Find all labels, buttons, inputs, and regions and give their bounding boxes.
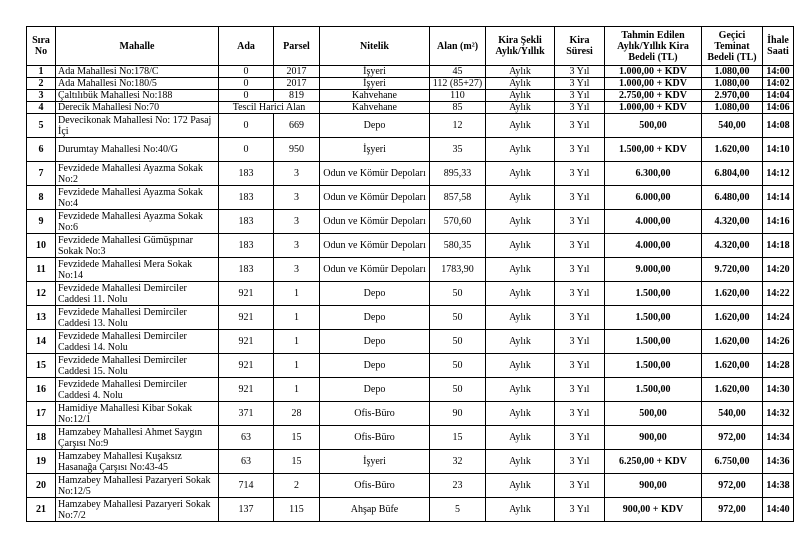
cell-parsel: 950	[274, 138, 320, 162]
cell-kira-suresi: 3 Yıl	[555, 282, 605, 306]
cell-mahalle: Fevzidede Mahallesi Gümüşpınar Sokak No:3	[56, 234, 219, 258]
cell-alan: 570,60	[430, 210, 486, 234]
cell-parsel: 2017	[274, 66, 320, 78]
cell-kira-suresi: 3 Yıl	[555, 210, 605, 234]
cell-ihale-saati: 14:06	[763, 102, 794, 114]
cell-sira: 14	[27, 330, 56, 354]
cell-mahalle: Fevzidede Mahallesi Demirciler Caddesi 14. Nolu	[56, 330, 219, 354]
cell-alan: 112 (85+27)	[430, 78, 486, 90]
cell-tahmin-bedel: 9.000,00	[605, 258, 702, 282]
table-row	[27, 450, 794, 474]
cell-ada: 0	[219, 66, 274, 78]
cell-nitelik: Odun ve Kömür Depoları	[320, 186, 430, 210]
cell-kira-suresi: 3 Yıl	[555, 114, 605, 138]
cell-teminat: 1.620,00	[702, 138, 763, 162]
cell-mahalle: Fevzidede Mahallesi Ayazma Sokak No:4	[56, 186, 219, 210]
cell-ada: 183	[219, 234, 274, 258]
header-ada: Ada	[219, 27, 274, 66]
cell-teminat: 1.080,00	[702, 66, 763, 78]
cell-teminat: 6.750,00	[702, 450, 763, 474]
cell-kira-sekli: Aylık	[486, 234, 555, 258]
cell-kira-suresi: 3 Yıl	[555, 354, 605, 378]
cell-kira-sekli: Aylık	[486, 474, 555, 498]
cell-ihale-saati: 14:18	[763, 234, 794, 258]
cell-nitelik: Depo	[320, 354, 430, 378]
cell-tahmin-bedel: 1.000,00 + KDV	[605, 66, 702, 78]
cell-ada: 714	[219, 474, 274, 498]
cell-mahalle: Hamzabey Mahallesi Kuşaksız Hasanağa Çarşısı No:43-45	[56, 450, 219, 474]
header-row	[27, 27, 794, 66]
cell-ada: 0	[219, 78, 274, 90]
cell-tahmin-bedel: 500,00	[605, 114, 702, 138]
cell-ihale-saati: 14:24	[763, 306, 794, 330]
cell-parsel: 1	[274, 306, 320, 330]
table-row	[27, 258, 794, 282]
cell-parsel: 3	[274, 234, 320, 258]
cell-mahalle: Devecikonak Mahallesi No: 172 Pasaj İçi	[56, 114, 219, 138]
cell-kira-sekli: Aylık	[486, 450, 555, 474]
header-nitelik: Nitelik	[320, 27, 430, 66]
cell-kira-suresi: 3 Yıl	[555, 378, 605, 402]
cell-kira-suresi: 3 Yıl	[555, 186, 605, 210]
cell-tahmin-bedel: 1.500,00	[605, 378, 702, 402]
cell-teminat: 1.620,00	[702, 306, 763, 330]
cell-nitelik: Depo	[320, 378, 430, 402]
cell-teminat: 4.320,00	[702, 234, 763, 258]
table-row	[27, 306, 794, 330]
cell-nitelik: İşyeri	[320, 66, 430, 78]
cell-sira: 12	[27, 282, 56, 306]
cell-sira: 7	[27, 162, 56, 186]
cell-kira-sekli: Aylık	[486, 78, 555, 90]
table-row	[27, 102, 794, 114]
cell-nitelik: İşyeri	[320, 450, 430, 474]
cell-teminat: 9.720,00	[702, 258, 763, 282]
cell-ada: 183	[219, 210, 274, 234]
cell-kira-sekli: Aylık	[486, 102, 555, 114]
cell-ada: 921	[219, 378, 274, 402]
cell-sira: 20	[27, 474, 56, 498]
cell-alan: 110	[430, 90, 486, 102]
cell-tahmin-bedel: 1.500,00	[605, 282, 702, 306]
cell-ihale-saati: 14:34	[763, 426, 794, 450]
cell-parsel: 15	[274, 450, 320, 474]
header-alan: Alan (m²)	[430, 27, 486, 66]
cell-alan: 50	[430, 378, 486, 402]
cell-mahalle: Fevzidede Mahallesi Demirciler Caddesi 13. Nolu	[56, 306, 219, 330]
cell-ihale-saati: 14:00	[763, 66, 794, 78]
cell-alan: 1783,90	[430, 258, 486, 282]
cell-alan: 50	[430, 354, 486, 378]
cell-alan: 50	[430, 306, 486, 330]
header-teminat: Geçici Teminat Bedeli (TL)	[702, 27, 763, 66]
cell-ada: 63	[219, 450, 274, 474]
cell-teminat: 4.320,00	[702, 210, 763, 234]
cell-sira: 3	[27, 90, 56, 102]
header-kira-sekli: Kira Şekli Aylık/Yıllık	[486, 27, 555, 66]
cell-sira: 21	[27, 498, 56, 522]
cell-ada: 921	[219, 354, 274, 378]
cell-ihale-saati: 14:38	[763, 474, 794, 498]
cell-sira: 19	[27, 450, 56, 474]
cell-kira-suresi: 3 Yıl	[555, 234, 605, 258]
cell-nitelik: Depo	[320, 282, 430, 306]
cell-kira-sekli: Aylık	[486, 258, 555, 282]
cell-ada: 183	[219, 258, 274, 282]
table-row	[27, 426, 794, 450]
table-row	[27, 114, 794, 138]
cell-teminat: 1.620,00	[702, 354, 763, 378]
cell-ada: 63	[219, 426, 274, 450]
cell-parsel: 669	[274, 114, 320, 138]
cell-nitelik: Ahşap Büfe	[320, 498, 430, 522]
cell-teminat: 540,00	[702, 114, 763, 138]
table-row	[27, 474, 794, 498]
cell-nitelik: Depo	[320, 330, 430, 354]
cell-sira: 15	[27, 354, 56, 378]
cell-parsel: 1	[274, 378, 320, 402]
cell-sira: 8	[27, 186, 56, 210]
cell-kira-suresi: 3 Yıl	[555, 306, 605, 330]
cell-ihale-saati: 14:12	[763, 162, 794, 186]
cell-kira-sekli: Aylık	[486, 426, 555, 450]
cell-teminat: 6.480,00	[702, 186, 763, 210]
cell-alan: 23	[430, 474, 486, 498]
cell-teminat: 2.970,00	[702, 90, 763, 102]
cell-nitelik: Ofis-Büro	[320, 474, 430, 498]
cell-sira: 9	[27, 210, 56, 234]
cell-parsel: 3	[274, 162, 320, 186]
cell-alan: 50	[430, 330, 486, 354]
cell-tahmin-bedel: 6.300,00	[605, 162, 702, 186]
table-row	[27, 210, 794, 234]
cell-parsel: 15	[274, 426, 320, 450]
cell-tahmin-bedel: 1.500,00	[605, 354, 702, 378]
cell-teminat: 972,00	[702, 498, 763, 522]
cell-ihale-saati: 14:22	[763, 282, 794, 306]
cell-kira-sekli: Aylık	[486, 498, 555, 522]
cell-tahmin-bedel: 1.500,00	[605, 330, 702, 354]
cell-kira-sekli: Aylık	[486, 138, 555, 162]
header-mahalle: Mahalle	[56, 27, 219, 66]
cell-alan: 32	[430, 450, 486, 474]
cell-ihale-saati: 14:04	[763, 90, 794, 102]
cell-kira-sekli: Aylık	[486, 114, 555, 138]
cell-kira-suresi: 3 Yıl	[555, 162, 605, 186]
cell-alan: 857,58	[430, 186, 486, 210]
cell-sira: 17	[27, 402, 56, 426]
cell-nitelik: Depo	[320, 306, 430, 330]
cell-teminat: 6.804,00	[702, 162, 763, 186]
cell-alan: 12	[430, 114, 486, 138]
cell-alan: 15	[430, 426, 486, 450]
cell-ada: 183	[219, 186, 274, 210]
cell-ihale-saati: 14:28	[763, 354, 794, 378]
cell-parsel: 3	[274, 258, 320, 282]
table-row	[27, 378, 794, 402]
cell-teminat: 1.620,00	[702, 330, 763, 354]
cell-ada: 921	[219, 330, 274, 354]
cell-mahalle: Fevzidede Mahallesi Demirciler Caddesi 11. Nolu	[56, 282, 219, 306]
tender-table	[26, 26, 794, 522]
cell-alan: 35	[430, 138, 486, 162]
cell-kira-suresi: 3 Yıl	[555, 330, 605, 354]
cell-parsel: 819	[274, 90, 320, 102]
cell-parsel: 2	[274, 474, 320, 498]
cell-tahmin-bedel: 1.000,00 + KDV	[605, 78, 702, 90]
cell-ihale-saati: 14:20	[763, 258, 794, 282]
cell-ada: 0	[219, 114, 274, 138]
table-row	[27, 138, 794, 162]
cell-tahmin-bedel: 2.750,00 + KDV	[605, 90, 702, 102]
cell-ada: 0	[219, 90, 274, 102]
cell-teminat: 540,00	[702, 402, 763, 426]
cell-ada: 921	[219, 306, 274, 330]
cell-kira-sekli: Aylık	[486, 282, 555, 306]
cell-kira-sekli: Aylık	[486, 378, 555, 402]
cell-teminat: 1.620,00	[702, 378, 763, 402]
table-row	[27, 234, 794, 258]
table-row	[27, 90, 794, 102]
cell-mahalle: Hamzabey Mahallesi Pazaryeri Sokak No:12/5	[56, 474, 219, 498]
cell-parsel: 3	[274, 210, 320, 234]
table-row	[27, 402, 794, 426]
cell-ihale-saati: 14:32	[763, 402, 794, 426]
cell-ihale-saati: 14:14	[763, 186, 794, 210]
cell-kira-suresi: 3 Yıl	[555, 90, 605, 102]
cell-mahalle: Ada Mahallesi No:180/5	[56, 78, 219, 90]
cell-nitelik: Odun ve Kömür Depoları	[320, 162, 430, 186]
cell-sira: 5	[27, 114, 56, 138]
cell-parsel: 2017	[274, 78, 320, 90]
cell-tahmin-bedel: 1.000,00 + KDV	[605, 102, 702, 114]
cell-ada: 921	[219, 282, 274, 306]
cell-teminat: 1.080,00	[702, 102, 763, 114]
cell-kira-sekli: Aylık	[486, 306, 555, 330]
cell-sira: 1	[27, 66, 56, 78]
header-ihale-saati: İhale Saati	[763, 27, 794, 66]
cell-parsel: 1	[274, 282, 320, 306]
cell-mahalle: Fevzidede Mahallesi Mera Sokak No:14	[56, 258, 219, 282]
cell-kira-sekli: Aylık	[486, 162, 555, 186]
cell-alan: 580,35	[430, 234, 486, 258]
cell-kira-suresi: 3 Yıl	[555, 78, 605, 90]
cell-ada: 371	[219, 402, 274, 426]
cell-tahmin-bedel: 4.000,00	[605, 210, 702, 234]
table-row	[27, 186, 794, 210]
cell-nitelik: Depo	[320, 114, 430, 138]
cell-parsel: 3	[274, 186, 320, 210]
cell-parsel: 1	[274, 330, 320, 354]
cell-ada: 0	[219, 138, 274, 162]
cell-ihale-saati: 14:16	[763, 210, 794, 234]
cell-nitelik: İşyeri	[320, 78, 430, 90]
cell-nitelik: İşyeri	[320, 138, 430, 162]
cell-tahmin-bedel: 500,00	[605, 402, 702, 426]
cell-teminat: 972,00	[702, 426, 763, 450]
cell-nitelik: Odun ve Kömür Depoları	[320, 258, 430, 282]
cell-sira: 4	[27, 102, 56, 114]
cell-sira: 6	[27, 138, 56, 162]
cell-tahmin-bedel: 6.000,00	[605, 186, 702, 210]
cell-ihale-saati: 14:10	[763, 138, 794, 162]
cell-teminat: 1.620,00	[702, 282, 763, 306]
cell-sira: 10	[27, 234, 56, 258]
cell-kira-suresi: 3 Yıl	[555, 102, 605, 114]
header-tahmin-bedel: Tahmin Edilen Aylık/Yıllık Kira Bedeli (TL)	[605, 27, 702, 66]
cell-kira-suresi: 3 Yıl	[555, 66, 605, 78]
cell-tahmin-bedel: 4.000,00	[605, 234, 702, 258]
cell-tahmin-bedel: 1.500,00	[605, 306, 702, 330]
table-row	[27, 498, 794, 522]
cell-ada: 137	[219, 498, 274, 522]
cell-kira-sekli: Aylık	[486, 210, 555, 234]
cell-parsel: 28	[274, 402, 320, 426]
cell-teminat: 972,00	[702, 474, 763, 498]
cell-nitelik: Ofis-Büro	[320, 426, 430, 450]
cell-mahalle: Derecik Mahallesi No:70	[56, 102, 219, 114]
cell-alan: 85	[430, 102, 486, 114]
cell-mahalle: Hamzabey Mahallesi Ahmet Saygın Çarşısı No:9	[56, 426, 219, 450]
cell-kira-suresi: 3 Yıl	[555, 426, 605, 450]
cell-ihale-saati: 14:02	[763, 78, 794, 90]
cell-alan: 45	[430, 66, 486, 78]
cell-sira: 16	[27, 378, 56, 402]
cell-kira-sekli: Aylık	[486, 330, 555, 354]
table-row	[27, 330, 794, 354]
cell-tahmin-bedel: 900,00 + KDV	[605, 498, 702, 522]
cell-mahalle: Fevzidede Mahallesi Ayazma Sokak No:2	[56, 162, 219, 186]
cell-kira-sekli: Aylık	[486, 354, 555, 378]
cell-ihale-saati: 14:36	[763, 450, 794, 474]
cell-tahmin-bedel: 6.250,00 + KDV	[605, 450, 702, 474]
cell-alan: 90	[430, 402, 486, 426]
header-parsel: Parsel	[274, 27, 320, 66]
cell-alan: 5	[430, 498, 486, 522]
cell-teminat: 1.080,00	[702, 78, 763, 90]
cell-sira: 11	[27, 258, 56, 282]
cell-sira: 18	[27, 426, 56, 450]
header-kira-suresi: Kira Süresi	[555, 27, 605, 66]
cell-mahalle: Hamidiye Mahallesi Kibar Sokak No:12/1	[56, 402, 219, 426]
table-row	[27, 162, 794, 186]
cell-mahalle: Çaltılıbük Mahallesi No:188	[56, 90, 219, 102]
cell-mahalle: Fevzidede Mahallesi Demirciler Caddesi 15. Nolu	[56, 354, 219, 378]
cell-parsel: 1	[274, 354, 320, 378]
table-row	[27, 282, 794, 306]
cell-nitelik: Odun ve Kömür Depoları	[320, 234, 430, 258]
cell-kira-sekli: Aylık	[486, 66, 555, 78]
cell-sira: 13	[27, 306, 56, 330]
cell-kira-suresi: 3 Yıl	[555, 258, 605, 282]
cell-kira-suresi: 3 Yıl	[555, 138, 605, 162]
cell-mahalle: Fevzidede Mahallesi Ayazma Sokak No:6	[56, 210, 219, 234]
cell-tahmin-bedel: 900,00	[605, 474, 702, 498]
cell-ada: Tescil Harici Alan	[219, 102, 320, 114]
cell-alan: 895,33	[430, 162, 486, 186]
cell-mahalle: Hamzabey Mahallesi Pazaryeri Sokak No:7/2	[56, 498, 219, 522]
cell-kira-sekli: Aylık	[486, 90, 555, 102]
cell-nitelik: Kahvehane	[320, 102, 430, 114]
cell-mahalle: Durumtay Mahallesi No:40/G	[56, 138, 219, 162]
cell-kira-suresi: 3 Yıl	[555, 498, 605, 522]
cell-tahmin-bedel: 900,00	[605, 426, 702, 450]
cell-kira-suresi: 3 Yıl	[555, 402, 605, 426]
cell-kira-sekli: Aylık	[486, 186, 555, 210]
header-sira: Sıra No	[27, 27, 56, 66]
table-row	[27, 78, 794, 90]
cell-tahmin-bedel: 1.500,00 + KDV	[605, 138, 702, 162]
cell-kira-suresi: 3 Yıl	[555, 450, 605, 474]
cell-ihale-saati: 14:30	[763, 378, 794, 402]
cell-ada: 183	[219, 162, 274, 186]
cell-nitelik: Ofis-Büro	[320, 402, 430, 426]
cell-nitelik: Kahvehane	[320, 90, 430, 102]
cell-alan: 50	[430, 282, 486, 306]
cell-kira-sekli: Aylık	[486, 402, 555, 426]
cell-parsel: 115	[274, 498, 320, 522]
cell-ihale-saati: 14:08	[763, 114, 794, 138]
cell-nitelik: Odun ve Kömür Depoları	[320, 210, 430, 234]
cell-mahalle: Fevzidede Mahallesi Demirciler Caddesi 4. Nolu	[56, 378, 219, 402]
cell-mahalle: Ada Mahallesi No:178/C	[56, 66, 219, 78]
table-row	[27, 354, 794, 378]
table-row	[27, 66, 794, 78]
cell-ihale-saati: 14:26	[763, 330, 794, 354]
cell-sira: 2	[27, 78, 56, 90]
cell-ihale-saati: 14:40	[763, 498, 794, 522]
cell-kira-suresi: 3 Yıl	[555, 474, 605, 498]
